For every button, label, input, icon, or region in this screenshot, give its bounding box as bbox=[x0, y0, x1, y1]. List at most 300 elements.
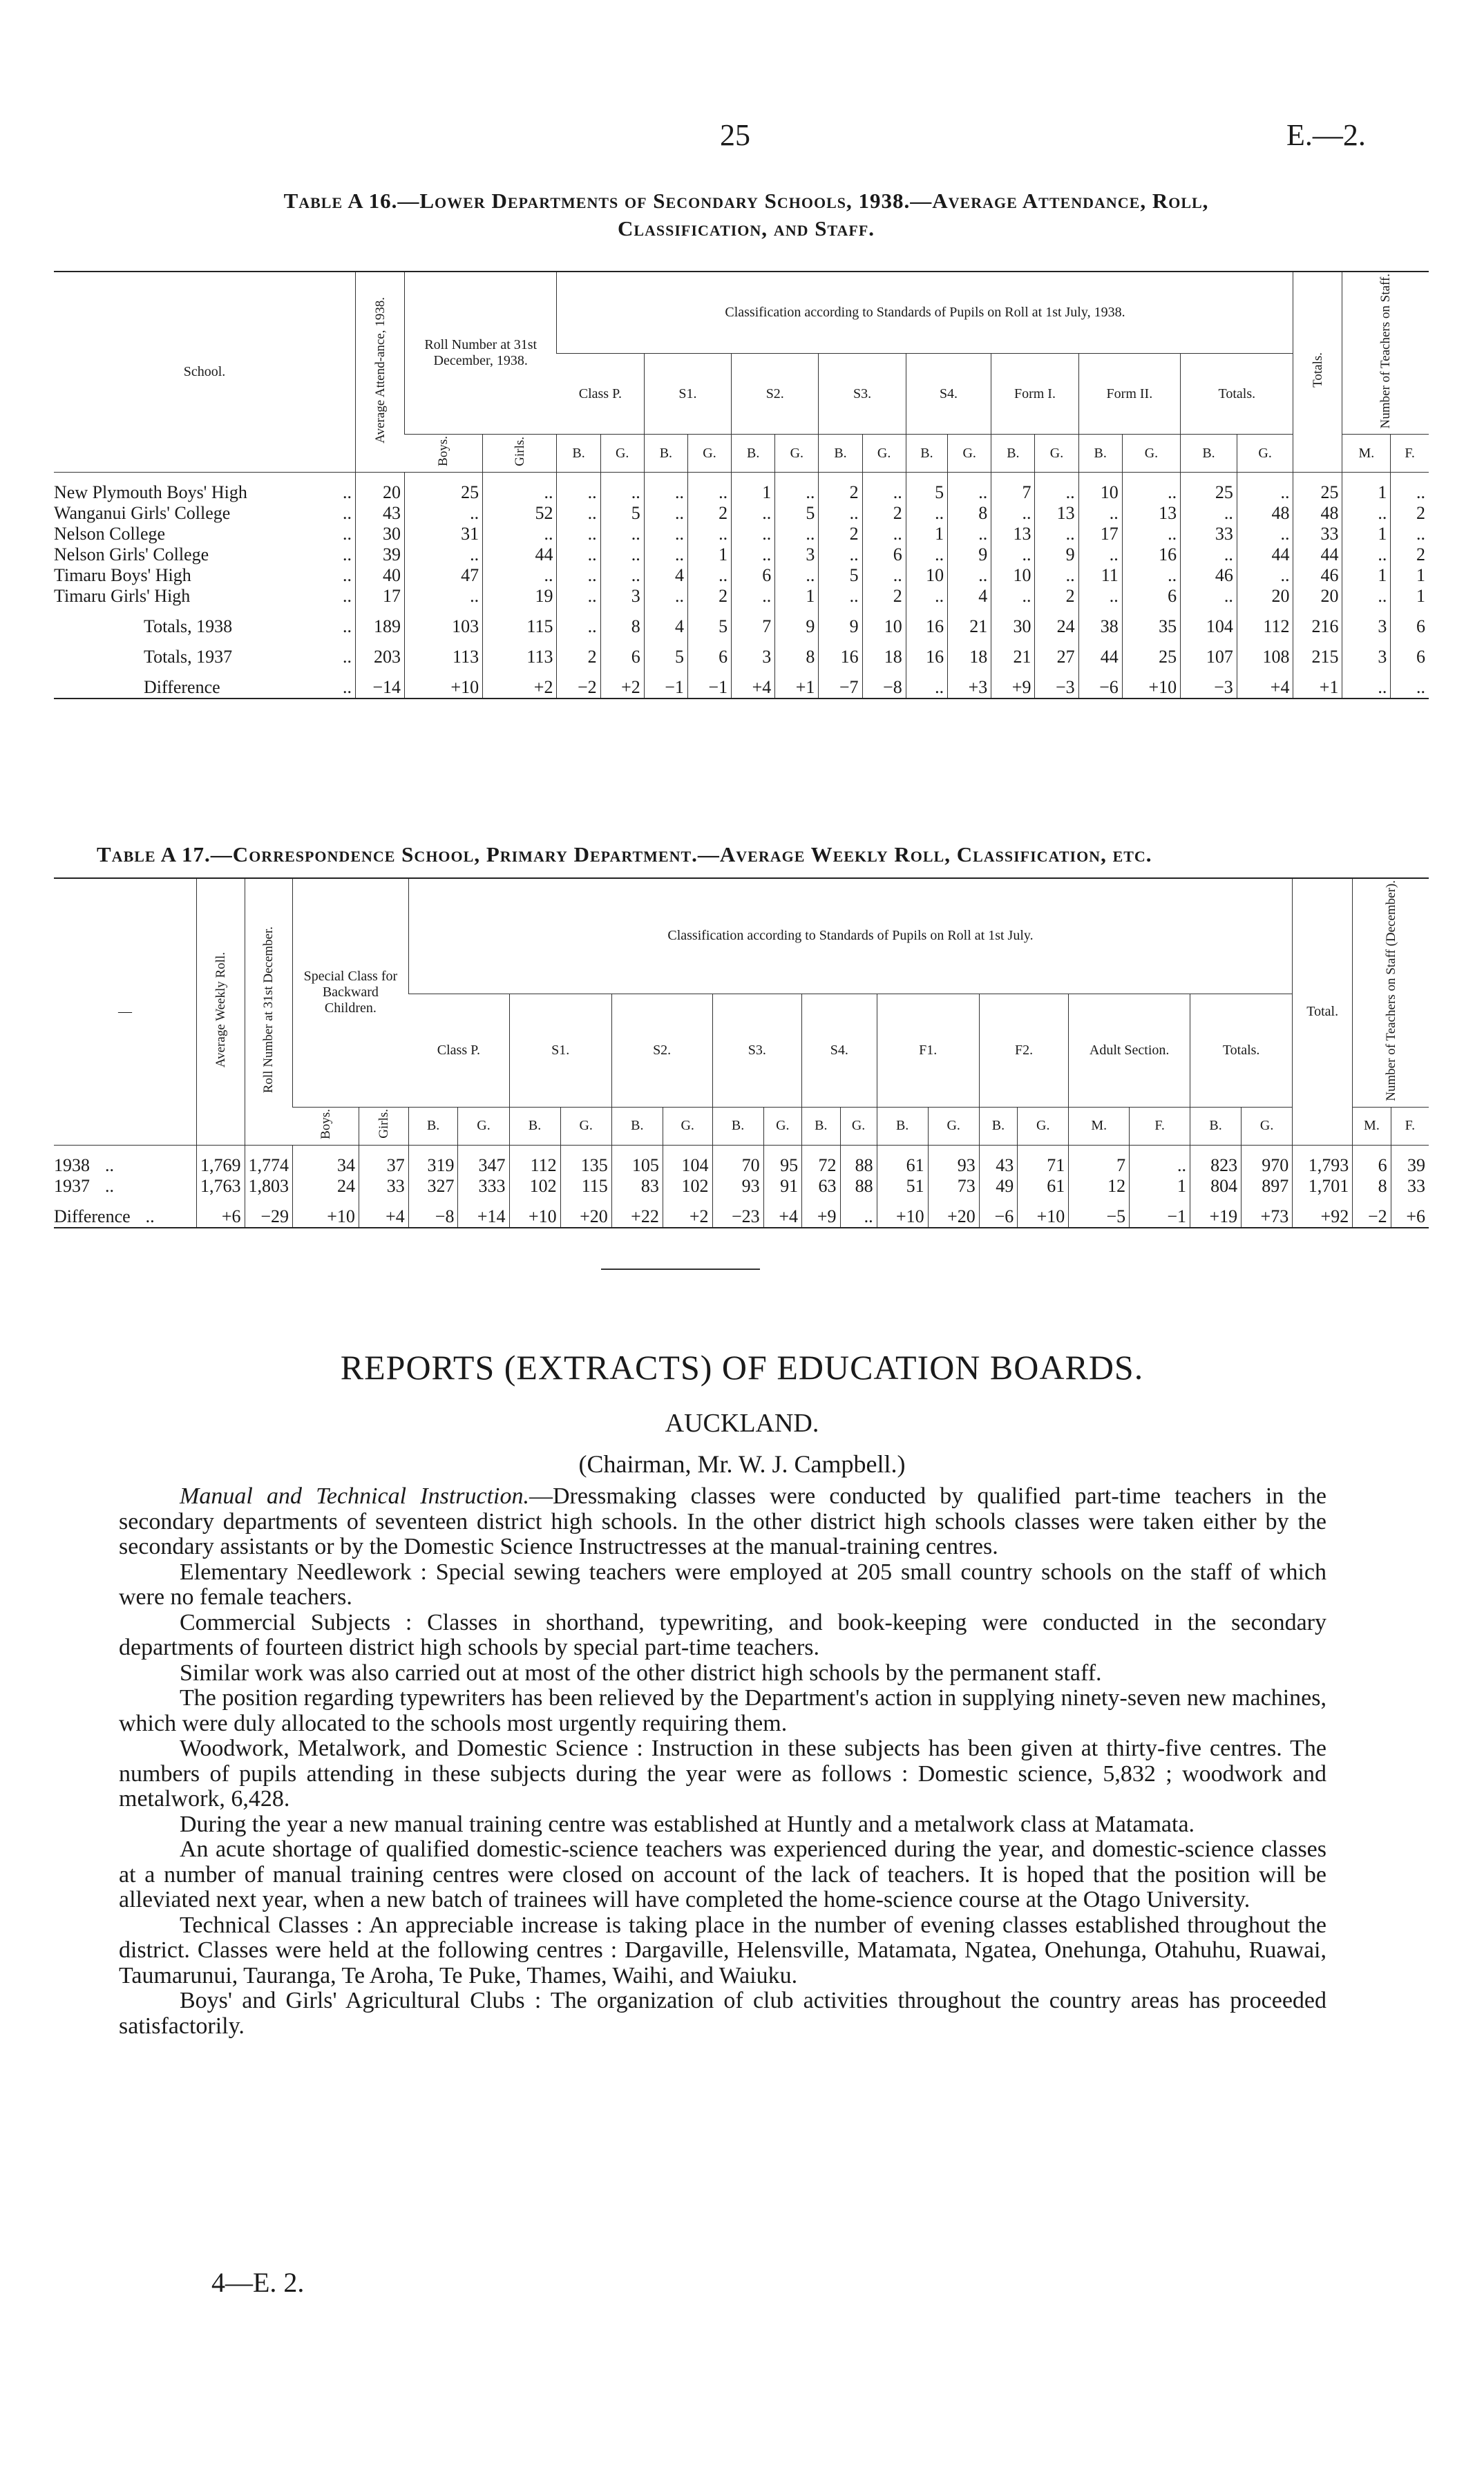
table-cell: 51 bbox=[877, 1176, 928, 1197]
table-cell: .. bbox=[687, 524, 731, 544]
t17-sub-boys: Boys. bbox=[293, 1107, 359, 1145]
table16 bbox=[54, 271, 1429, 699]
table-cell: −2 bbox=[557, 667, 600, 699]
table-cell: 20 bbox=[1237, 586, 1293, 607]
table-cell: 823 bbox=[1190, 1145, 1242, 1176]
t17-sub-f: F. bbox=[1391, 1107, 1429, 1145]
leader-dots: .. bbox=[343, 524, 352, 544]
paragraph: Technical Classes : An appreciable increase is taking place in the number of evening classes established throughout the district. Classes were held at the following centres : Dargaville, Helensville, Matamata, Ngatea, Onehunga, Otahuhu, Ruawai, Taumarunui, Tauranga, Te Aroha, Te Puke, Thames, Waihi, and Waiuku. bbox=[119, 1912, 1326, 1988]
table-cell: +9 bbox=[802, 1197, 840, 1228]
table-cell: .. bbox=[600, 565, 644, 586]
table-cell: +2 bbox=[663, 1197, 712, 1228]
t17-sub-b: B. bbox=[1190, 1107, 1242, 1145]
table-cell: 5 bbox=[600, 503, 644, 524]
table-cell: +22 bbox=[611, 1197, 663, 1228]
table-cell: .. bbox=[1342, 544, 1391, 565]
t17-group-label: S2. bbox=[611, 994, 712, 1107]
table-cell: .. bbox=[775, 565, 819, 586]
t16-group-label: Class P. bbox=[557, 354, 644, 435]
table-cell: 88 bbox=[840, 1176, 877, 1197]
table-cell: 44 bbox=[1237, 544, 1293, 565]
table16-title-line1: Table A 16.—Lower Departments of Secondary Schools, 1938.—Average Attendance, Roll, bbox=[283, 189, 1209, 213]
table-cell: 48 bbox=[1293, 503, 1342, 524]
t16-sub-b: B. bbox=[819, 435, 862, 473]
table-cell: .. bbox=[862, 565, 906, 586]
table-cell: 103 bbox=[405, 607, 483, 637]
table-cell: .. bbox=[644, 586, 687, 607]
table-cell: .. bbox=[732, 586, 775, 607]
row-label: Wanganui Girls' College .. bbox=[54, 503, 352, 524]
t17-group-label: Totals. bbox=[1190, 994, 1293, 1107]
table-cell: 11 bbox=[1078, 565, 1122, 586]
board-name: AUCKLAND. bbox=[665, 1409, 819, 1438]
table-cell: .. bbox=[948, 565, 991, 586]
table-cell: 13 bbox=[1035, 503, 1078, 524]
table-cell: 2 bbox=[819, 473, 862, 504]
table-cell: +20 bbox=[560, 1197, 611, 1228]
leader-dots: .. bbox=[343, 544, 352, 565]
table-cell: 10 bbox=[862, 607, 906, 637]
table-cell: 3 bbox=[775, 544, 819, 565]
leader-dots: .. bbox=[343, 677, 352, 698]
table-cell: 2 bbox=[687, 503, 731, 524]
table-cell: 37 bbox=[359, 1145, 408, 1176]
t16-sub-g: G. bbox=[948, 435, 991, 473]
t16-group-label: S2. bbox=[732, 354, 819, 435]
table-cell: −8 bbox=[862, 667, 906, 699]
table-cell: −2 bbox=[1353, 1197, 1391, 1228]
leader-dots: .. bbox=[343, 586, 352, 607]
table-cell: 16 bbox=[819, 637, 862, 667]
table-cell: .. bbox=[906, 586, 947, 607]
table-cell: 12 bbox=[1069, 1176, 1130, 1197]
table-cell: 44 bbox=[483, 544, 557, 565]
table-cell: .. bbox=[948, 524, 991, 544]
table-cell: 2 bbox=[862, 503, 906, 524]
table-cell: −14 bbox=[356, 667, 405, 699]
section-divider bbox=[601, 1269, 760, 1270]
table-cell: 30 bbox=[991, 607, 1035, 637]
leader-dots: .. bbox=[105, 1155, 114, 1175]
table-cell: 189 bbox=[356, 607, 405, 637]
table-cell: .. bbox=[991, 503, 1035, 524]
table-row bbox=[54, 544, 1429, 565]
table-row bbox=[54, 473, 1429, 504]
table-cell: 34 bbox=[293, 1145, 359, 1176]
table-cell: 93 bbox=[712, 1176, 763, 1197]
table-cell: 47 bbox=[405, 565, 483, 586]
paragraph: Boys' and Girls' Agricultural Clubs : The organization of club activities throughout the country areas has proceeded satisfactorily. bbox=[119, 1988, 1326, 2039]
table-cell: 61 bbox=[877, 1145, 928, 1176]
table-cell: .. bbox=[1078, 503, 1122, 524]
table-cell: .. bbox=[557, 503, 600, 524]
table-cell: 4 bbox=[644, 607, 687, 637]
t16-sub-b: B. bbox=[1078, 435, 1122, 473]
table-cell: 6 bbox=[862, 544, 906, 565]
row-label: Difference .. bbox=[54, 1197, 197, 1228]
t16-sub-g: G. bbox=[687, 435, 731, 473]
page-footer: 4—E. 2. bbox=[211, 2267, 305, 2298]
table-cell: 16 bbox=[1122, 544, 1180, 565]
table-cell: 88 bbox=[840, 1145, 877, 1176]
table-cell: 1 bbox=[1342, 524, 1391, 544]
table-cell: .. bbox=[906, 544, 947, 565]
paragraph: Elementary Needlework : Special sewing teachers were employed at 205 small country schools on the staff of which were no female teachers. bbox=[119, 1559, 1326, 1610]
table-cell: 216 bbox=[1293, 607, 1342, 637]
table-cell: 327 bbox=[408, 1176, 458, 1197]
table-cell: .. bbox=[1237, 524, 1293, 544]
table-row bbox=[54, 586, 1429, 607]
table-cell: 7 bbox=[1069, 1145, 1130, 1176]
t17-col-roll-number: Roll Number at 31st December. bbox=[245, 878, 293, 1145]
table-cell: 27 bbox=[1035, 637, 1078, 667]
table-cell: 13 bbox=[1122, 503, 1180, 524]
table-cell: 135 bbox=[560, 1145, 611, 1176]
table-cell: 104 bbox=[1181, 607, 1237, 637]
table-cell: 61 bbox=[1018, 1176, 1069, 1197]
t16-sub-g: G. bbox=[1237, 435, 1293, 473]
table-cell: .. bbox=[1181, 586, 1237, 607]
table-cell: 21 bbox=[948, 607, 991, 637]
table-cell: 2 bbox=[557, 637, 600, 667]
t17-sub-b: B. bbox=[877, 1107, 928, 1145]
table-cell: .. bbox=[906, 503, 947, 524]
table-cell: 1 bbox=[1342, 473, 1391, 504]
t16-sub-g: G. bbox=[862, 435, 906, 473]
t16-sub-g: G. bbox=[1035, 435, 1078, 473]
report-heading: REPORTS (EXTRACTS) OF EDUCATION BOARDS. bbox=[340, 1348, 1144, 1387]
table-cell: 33 bbox=[1293, 524, 1342, 544]
table-cell: +4 bbox=[732, 667, 775, 699]
t17-sub-girls: Girls. bbox=[359, 1107, 408, 1145]
table-cell: 6 bbox=[1122, 586, 1180, 607]
table-cell: 8 bbox=[775, 637, 819, 667]
table-cell: 6 bbox=[1391, 637, 1429, 667]
table-cell: +14 bbox=[458, 1197, 509, 1228]
table-cell: 1,701 bbox=[1293, 1176, 1353, 1197]
t16-sub-b: B. bbox=[991, 435, 1035, 473]
t17-sub-m: M. bbox=[1069, 1107, 1130, 1145]
table-cell: 20 bbox=[1293, 586, 1342, 607]
table-cell: −3 bbox=[1181, 667, 1237, 699]
t17-group-label: S3. bbox=[712, 994, 802, 1107]
table17 bbox=[54, 877, 1429, 1228]
t17-sub-g: G. bbox=[1018, 1107, 1069, 1145]
table-cell: 70 bbox=[712, 1145, 763, 1176]
table-cell: −6 bbox=[979, 1197, 1017, 1228]
row-label: Totals, 1938 .. bbox=[144, 616, 352, 637]
table-cell: .. bbox=[1181, 503, 1237, 524]
table-cell: .. bbox=[405, 503, 483, 524]
row-label: Totals, 1937 .. bbox=[144, 647, 352, 667]
table-row bbox=[54, 607, 1429, 637]
table-cell: 49 bbox=[979, 1176, 1017, 1197]
table-cell: 3 bbox=[1342, 607, 1391, 637]
table-cell: +10 bbox=[293, 1197, 359, 1228]
paragraph: Similar work was also carried out at most of the other district high schools by the permanent staff. bbox=[180, 1660, 1102, 1686]
table-cell: .. bbox=[687, 473, 731, 504]
table-cell: .. bbox=[600, 524, 644, 544]
table-cell: 16 bbox=[906, 607, 947, 637]
table-cell: .. bbox=[775, 524, 819, 544]
table-cell: 1,763 bbox=[197, 1176, 245, 1197]
table-cell: +4 bbox=[359, 1197, 408, 1228]
table-cell: .. bbox=[1035, 565, 1078, 586]
t17-group-label: S1. bbox=[509, 994, 611, 1107]
table-cell: +2 bbox=[600, 667, 644, 699]
paragraph: Manual and Technical Instruction.—Dressmaking classes were conducted by qualified part-time teachers in the secondary departments of seventeen district high schools. In the other district high schools classes were taken either by the secondary assistants or by the Domestic Science Instructresses at the manual-training centres. bbox=[119, 1483, 1327, 1559]
table-cell: 5 bbox=[687, 607, 731, 637]
table-cell: 8 bbox=[600, 607, 644, 637]
table-cell: +20 bbox=[928, 1197, 979, 1228]
t16-group-label: Totals. bbox=[1181, 354, 1293, 435]
table-cell: 3 bbox=[1342, 637, 1391, 667]
table-cell: 7 bbox=[991, 473, 1035, 504]
table-cell: 102 bbox=[663, 1176, 712, 1197]
table-cell: .. bbox=[483, 524, 557, 544]
table-cell: 3 bbox=[600, 586, 644, 607]
table-cell: 35 bbox=[1122, 607, 1180, 637]
table-cell: .. bbox=[483, 565, 557, 586]
leader-dots: .. bbox=[145, 1206, 155, 1226]
table-cell: 1 bbox=[1391, 565, 1429, 586]
table-cell: +10 bbox=[877, 1197, 928, 1228]
table-cell: 17 bbox=[356, 586, 405, 607]
table-cell: 43 bbox=[356, 503, 405, 524]
row-label: Nelson College .. bbox=[54, 524, 352, 544]
table-cell: +92 bbox=[1293, 1197, 1353, 1228]
table-cell: 33 bbox=[1391, 1176, 1429, 1197]
table-cell: .. bbox=[600, 544, 644, 565]
page-number: 25 bbox=[720, 118, 750, 152]
paragraph: Woodwork, Metalwork, and Domestic Science : Instruction in these subjects has been given at thirty-five centres. The numbers of pupils attending in these subjects during the year were as follows : Domestic science, 5,832 ; woodwork and metalwork, 6,428. bbox=[119, 1736, 1326, 1812]
table-cell: +10 bbox=[1122, 667, 1180, 699]
table-cell: 31 bbox=[405, 524, 483, 544]
table-cell: +10 bbox=[405, 667, 483, 699]
t17-col-year: — bbox=[54, 878, 197, 1145]
table-cell: 102 bbox=[509, 1176, 560, 1197]
t16-sub-b: B. bbox=[644, 435, 687, 473]
paragraph-lead: Manual and Technical Instruction. bbox=[180, 1483, 529, 1509]
table-cell: 10 bbox=[991, 565, 1035, 586]
table-cell: 333 bbox=[458, 1176, 509, 1197]
table-cell: +10 bbox=[1018, 1197, 1069, 1228]
t16-col-school: School. bbox=[54, 272, 356, 473]
t16-group-label: Form II. bbox=[1078, 354, 1181, 435]
table-row bbox=[54, 1145, 1429, 1176]
table-cell: +1 bbox=[775, 667, 819, 699]
t16-sub-g: G. bbox=[1122, 435, 1180, 473]
table-cell: .. bbox=[862, 524, 906, 544]
table-cell: 9 bbox=[775, 607, 819, 637]
table-cell: 112 bbox=[509, 1145, 560, 1176]
table-cell: .. bbox=[775, 473, 819, 504]
table-cell: 5 bbox=[644, 637, 687, 667]
table-cell: 108 bbox=[1237, 637, 1293, 667]
table-cell: 6 bbox=[1353, 1145, 1391, 1176]
table-cell: 63 bbox=[802, 1176, 840, 1197]
table-cell: 112 bbox=[1237, 607, 1293, 637]
t17-sub-b: B. bbox=[979, 1107, 1017, 1145]
leader-dots: .. bbox=[343, 647, 352, 667]
table-cell: .. bbox=[732, 503, 775, 524]
table-cell: 10 bbox=[1078, 473, 1122, 504]
table-cell: −7 bbox=[819, 667, 862, 699]
table-cell: 17 bbox=[1078, 524, 1122, 544]
table-cell: .. bbox=[1035, 524, 1078, 544]
t17-sub-g: G. bbox=[663, 1107, 712, 1145]
table-cell: .. bbox=[557, 544, 600, 565]
table-cell: 970 bbox=[1242, 1145, 1293, 1176]
table-cell: 44 bbox=[1078, 637, 1122, 667]
row-label: Nelson Girls' College .. bbox=[54, 544, 352, 565]
table-cell: +4 bbox=[1237, 667, 1293, 699]
table-cell: 107 bbox=[1181, 637, 1237, 667]
table-cell: 25 bbox=[1122, 637, 1180, 667]
table-cell: .. bbox=[687, 565, 731, 586]
table-cell: 91 bbox=[763, 1176, 801, 1197]
table-cell: 43 bbox=[979, 1145, 1017, 1176]
table-cell: .. bbox=[557, 524, 600, 544]
t17-group-label: Adult Section. bbox=[1069, 994, 1190, 1107]
table-cell: .. bbox=[600, 473, 644, 504]
t17-col-total: Total. bbox=[1293, 878, 1353, 1145]
table-cell: .. bbox=[948, 473, 991, 504]
table-cell: 5 bbox=[906, 473, 947, 504]
table16-title-line2: Classification, and Staff. bbox=[617, 216, 875, 240]
table-row bbox=[54, 667, 1429, 699]
table-cell: −3 bbox=[1035, 667, 1078, 699]
table-cell: 1 bbox=[1342, 565, 1391, 586]
table-cell: .. bbox=[1122, 473, 1180, 504]
table-cell: 4 bbox=[948, 586, 991, 607]
table-cell: .. bbox=[732, 544, 775, 565]
table-cell: 24 bbox=[293, 1176, 359, 1197]
table-cell: .. bbox=[1391, 524, 1429, 544]
table-cell: 24 bbox=[1035, 607, 1078, 637]
table-cell: 2 bbox=[819, 524, 862, 544]
t16-sub-b: B. bbox=[906, 435, 947, 473]
table-cell: 5 bbox=[775, 503, 819, 524]
table-cell: .. bbox=[819, 586, 862, 607]
t16-sub-f: F. bbox=[1391, 435, 1429, 473]
t17-col-avg-weekly: Average Weekly Roll. bbox=[197, 878, 245, 1145]
table-cell: .. bbox=[1130, 1145, 1190, 1176]
table-cell: 18 bbox=[948, 637, 991, 667]
table-cell: 40 bbox=[356, 565, 405, 586]
t16-sub-girls: Girls. bbox=[483, 435, 557, 473]
t16-sub-b: B. bbox=[1181, 435, 1237, 473]
table-cell: 8 bbox=[948, 503, 991, 524]
table-cell: 46 bbox=[1293, 565, 1342, 586]
table-cell: 8 bbox=[1353, 1176, 1391, 1197]
table-cell: 115 bbox=[483, 607, 557, 637]
table-cell: 6 bbox=[600, 637, 644, 667]
leader-dots: .. bbox=[105, 1175, 114, 1196]
table-cell: 44 bbox=[1293, 544, 1342, 565]
table-cell: .. bbox=[1342, 586, 1391, 607]
t17-sub-f: F. bbox=[1130, 1107, 1190, 1145]
table-cell: .. bbox=[1342, 503, 1391, 524]
t16-col-roll-number: Roll Number at 31st December, 1938. bbox=[405, 272, 557, 435]
table-cell: 46 bbox=[1181, 565, 1237, 586]
table-cell: .. bbox=[1237, 473, 1293, 504]
t17-sub-g: G. bbox=[560, 1107, 611, 1145]
t16-group-label: S4. bbox=[906, 354, 991, 435]
t16-group-label: S3. bbox=[819, 354, 906, 435]
table-cell: 9 bbox=[819, 607, 862, 637]
table-cell: −1 bbox=[687, 667, 731, 699]
paragraph: Commercial Subjects : Classes in shorthand, typewriting, and book-keeping were conducted in the secondary departments of fourteen district high schools by special part-time teachers. bbox=[119, 1609, 1326, 1660]
table-cell: 3 bbox=[732, 637, 775, 667]
table-cell: 1 bbox=[1391, 586, 1429, 607]
table-cell: .. bbox=[991, 586, 1035, 607]
table-cell: .. bbox=[1181, 544, 1237, 565]
t16-col-avg-attendance: Average Attend-ance, 1938. bbox=[356, 272, 405, 473]
table-cell: .. bbox=[1035, 473, 1078, 504]
t17-col-special: Special Class for Backward Children. bbox=[293, 878, 409, 1107]
table-cell: 1 bbox=[687, 544, 731, 565]
table-row bbox=[54, 503, 1429, 524]
table-cell: .. bbox=[483, 473, 557, 504]
table-cell: 9 bbox=[948, 544, 991, 565]
t17-sub-b: B. bbox=[712, 1107, 763, 1145]
table-cell: 4 bbox=[644, 565, 687, 586]
table-cell: 25 bbox=[1181, 473, 1237, 504]
chairman-line: (Chairman, Mr. W. J. Campbell.) bbox=[578, 1450, 906, 1478]
table-cell: 33 bbox=[359, 1176, 408, 1197]
table-cell: .. bbox=[405, 544, 483, 565]
table-cell: .. bbox=[840, 1197, 877, 1228]
table-cell: 2 bbox=[1391, 544, 1429, 565]
table-cell: 6 bbox=[1391, 607, 1429, 637]
table-cell: 104 bbox=[663, 1145, 712, 1176]
table-cell: .. bbox=[1391, 473, 1429, 504]
table-cell: 10 bbox=[906, 565, 947, 586]
row-label: New Plymouth Boys' High .. bbox=[54, 482, 352, 503]
table-cell: +9 bbox=[991, 667, 1035, 699]
table-cell: .. bbox=[991, 544, 1035, 565]
table-cell: .. bbox=[1391, 667, 1429, 699]
table-row bbox=[54, 637, 1429, 667]
t16-group-label: S1. bbox=[644, 354, 731, 435]
table17-title: Table A 17.—Correspondence School, Primary Department.—Average Weekly Roll, Classification, etc. bbox=[97, 842, 1152, 866]
row-label: Timaru Boys' High .. bbox=[54, 565, 352, 586]
table-cell: .. bbox=[732, 524, 775, 544]
leader-dots: .. bbox=[343, 482, 352, 503]
table-cell: 1 bbox=[732, 473, 775, 504]
t16-group-label: Form I. bbox=[991, 354, 1078, 435]
table-cell: 48 bbox=[1237, 503, 1293, 524]
leader-dots: .. bbox=[343, 565, 352, 586]
leader-dots: .. bbox=[343, 616, 352, 637]
row-label: Difference .. bbox=[54, 667, 356, 699]
table-cell: 1,774 bbox=[245, 1145, 293, 1176]
t16-col-totals: Totals. bbox=[1293, 272, 1342, 473]
table-cell: 6 bbox=[687, 637, 731, 667]
row-label: 1937 .. bbox=[54, 1175, 114, 1196]
table-cell: .. bbox=[557, 607, 600, 637]
table-cell: 804 bbox=[1190, 1176, 1242, 1197]
table-cell: .. bbox=[1078, 586, 1122, 607]
table-cell: 13 bbox=[991, 524, 1035, 544]
table-cell: 18 bbox=[862, 637, 906, 667]
report-body bbox=[119, 1484, 1326, 2039]
paragraph: An acute shortage of qualified domestic-science teachers was experienced during the year, and domestic-science classes at a number of manual training centres were closed on account of the lack of teachers. It is hoped that the position will be alleviated next year, when a new batch of trainees will have completed the home-science course at the Otago University. bbox=[119, 1836, 1326, 1912]
t17-sub-b: B. bbox=[408, 1107, 458, 1145]
table-cell: 38 bbox=[1078, 607, 1122, 637]
table-cell: 83 bbox=[611, 1176, 663, 1197]
